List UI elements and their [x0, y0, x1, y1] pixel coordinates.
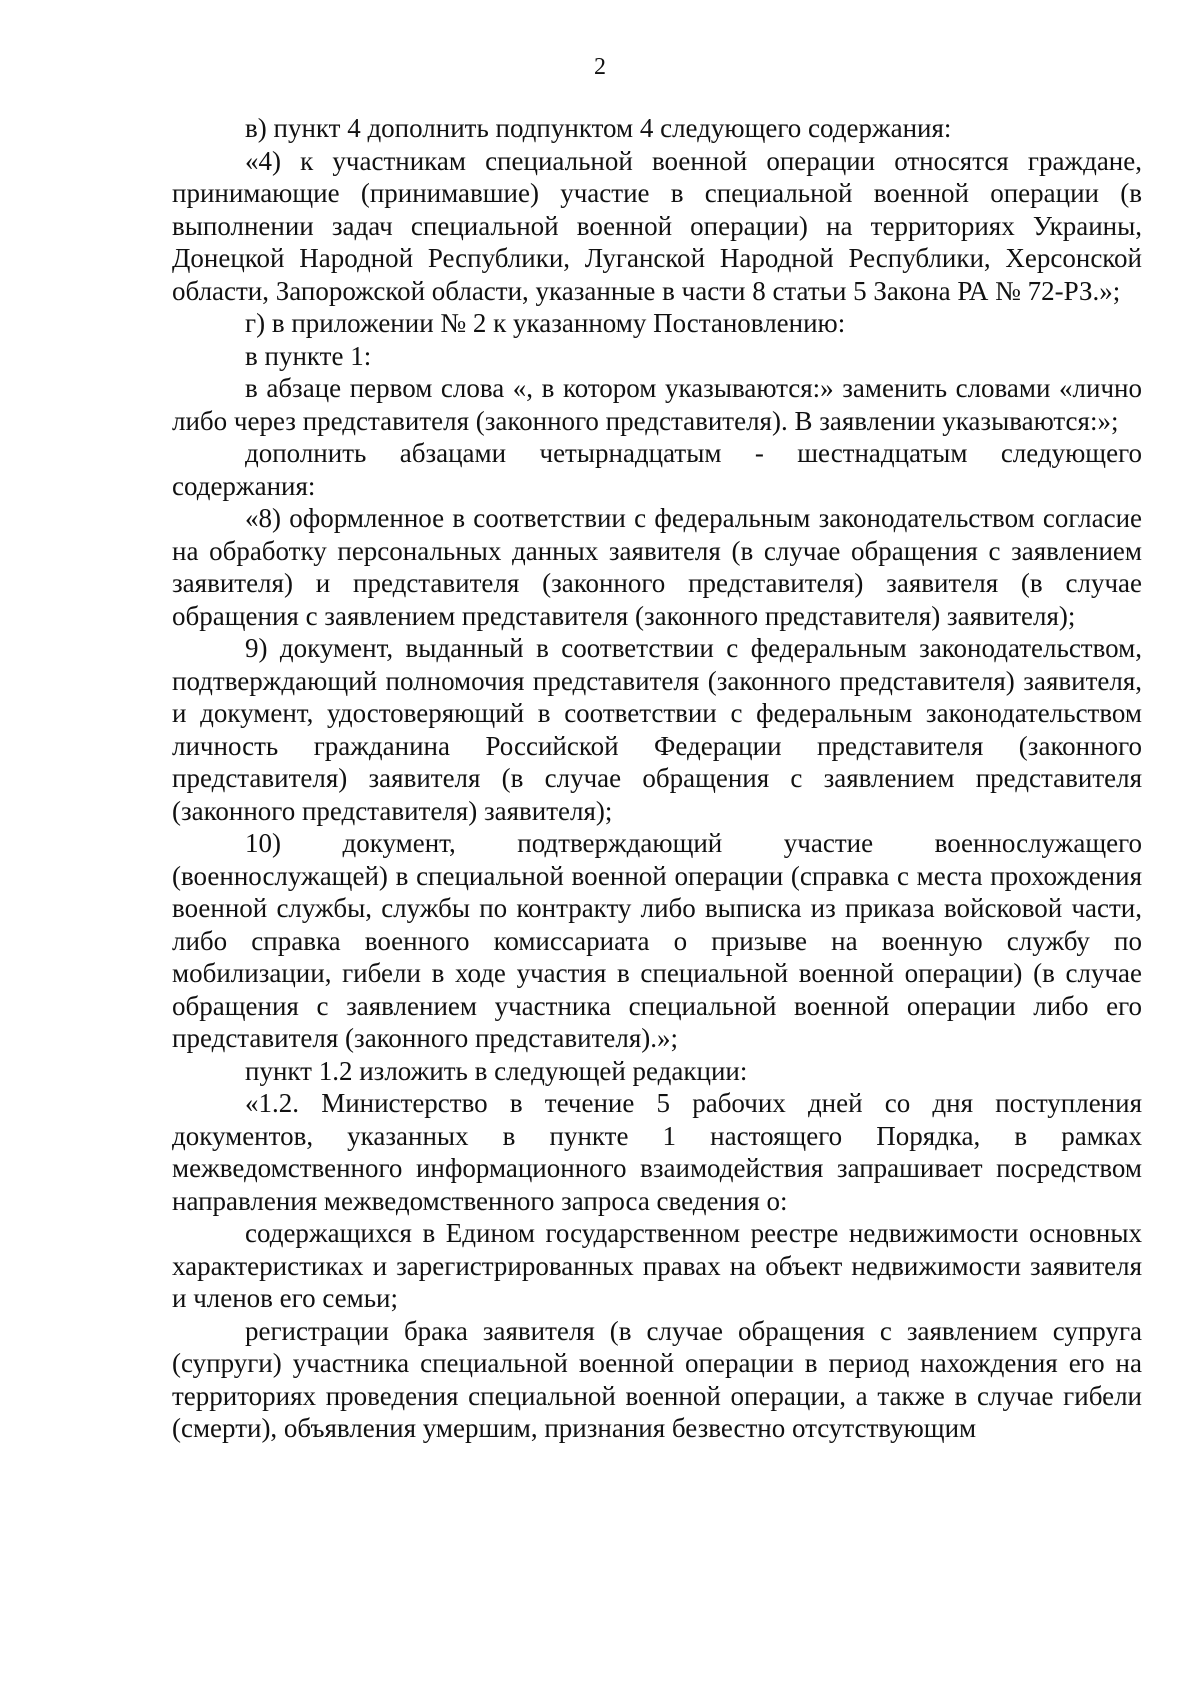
paragraph-egrn: содержащихся в Едином государственном реестре недвижимости основных характеристиках и зарегистрированных правах на объект недвижимости заявителя и членов его семьи; — [172, 1218, 1142, 1313]
paragraph-subitem-4: «4) к участникам специальной военной операции относятся граждане, принимающие (принимавшие) участие в специальной военной операции (в выполнении задач специальной военной операции) на территориях Украины, Донецкой Народной Республики, Луганской Народной Республики, Херсонской области, Запорожской области, указанные в части 8 статьи 5 Закона РА № 72-РЗ.»; — [172, 145, 1142, 306]
paragraph-first-abzac: в абзаце первом слова «, в котором указываются:» заменить словами «лично либо через представителя (законного представителя). В заявлении указываются:»; — [172, 373, 1142, 436]
paragraph-marriage: регистрации брака заявителя (в случае обращения с заявлением супруга (супруги) участника специальной военной операции в период нахождения его на территориях проведения специальной военной операции, а также в случае гибели (смерти), объявления умершим, признания безвестно отсутствующим — [172, 1315, 1142, 1443]
paragraph-subitem-10: 10) документ, подтверждающий участие военнослужащего (военнослужащей) в специальной военной операции (справка с места прохождения военной службы, службы по контракту либо выписка из приказа войсковой части, либо справка военного комиссариата о призыве на военную службу по мобилизации, гибели в ходе участия в специальной военной операции) (в случае обращения с заявлением участника специальной военной операции либо его представителя (законного представителя).»; — [172, 828, 1142, 1053]
page-number: 2 — [594, 54, 606, 80]
paragraph-in-point-1: в пункте 1: — [245, 340, 372, 371]
paragraph-item-v: в) пункт 4 дополнить подпунктом 4 следующего содержания: — [245, 113, 952, 143]
paragraph-point-1-2: «1.2. Министерство в течение 5 рабочих дней со дня поступления документов, указанных в пункте 1 настоящего Порядка, в рамках межведомственного информационного взаимодействия запрашивает посредством направления межведомственного запроса сведения о: — [172, 1088, 1142, 1216]
document-body — [172, 112, 1142, 1445]
paragraph-add-abzacs: дополнить абзацами четырнадцатым - шестнадцатым следующего содержания: — [172, 438, 1142, 501]
paragraph-subitem-8: «8) оформленное в соответствии с федеральным законодательством согласие на обработку персональных данных заявителя (в случае обращения с заявлением заявителя) и представителя (законного представителя) заявителя (в случае обращения с заявлением представителя (законного представителя) заявителя); — [172, 503, 1142, 631]
paragraph-point-1-2-intro: пункт 1.2 изложить в следующей редакции: — [245, 1055, 748, 1086]
paragraph-subitem-9: 9) документ, выданный в соответствии с федеральным законодательством, подтверждающий полномочия представителя (законного представителя) заявителя, и документ, удостоверяющий в соответствии с федеральным законодательством личность гражданина Российской Федерации представителя (законного представителя) заявителя (в случае обращения с заявлением представителя (законного представителя) заявителя); — [172, 633, 1142, 826]
paragraph-item-g: г) в приложении № 2 к указанному Постановлению: — [245, 308, 846, 338]
